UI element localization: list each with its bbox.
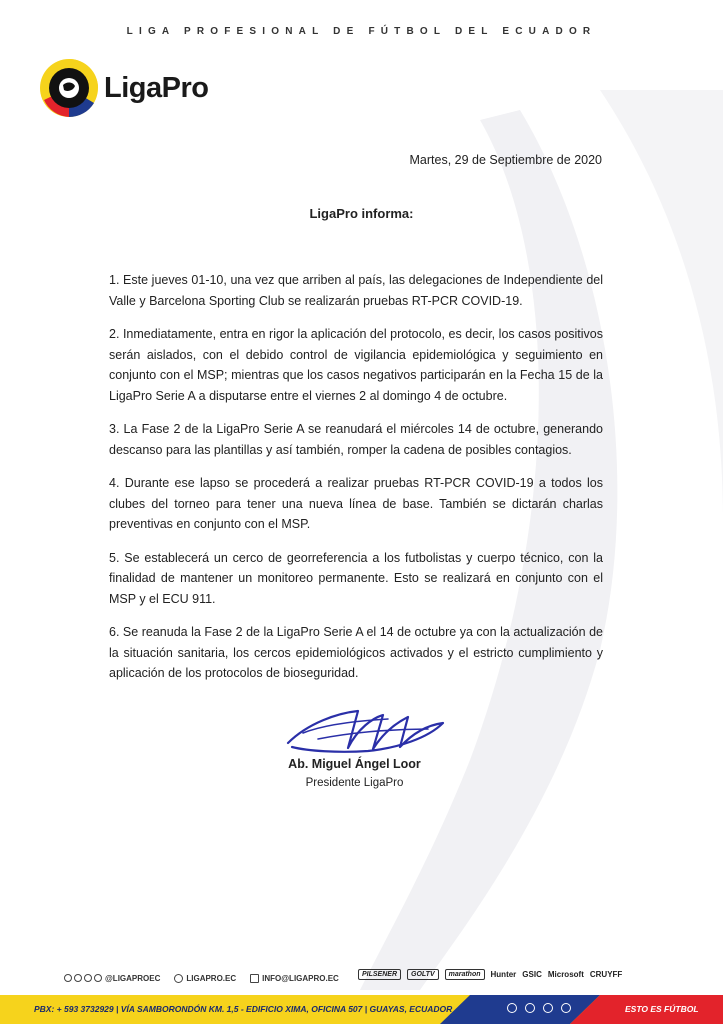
sponsor-logos xyxy=(358,969,622,980)
letter-body xyxy=(109,270,603,697)
organization-header: LIGA PROFESIONAL DE FÚTBOL DEL ECUADOR xyxy=(126,26,597,37)
paragraph-4: 4. Durante ese lapso se procederá a realizar pruebas RT-PCR COVID-19 a todos los clubes del torneo para tener una nueva línea de base. También se dictarán charlas preventivas en conjunto con el MSP. xyxy=(109,476,603,531)
sponsor-microsoft: Microsoft xyxy=(547,970,584,979)
sponsor-marathon: marathon xyxy=(445,969,485,980)
contact-line: PBX: + 593 3732929 | VÍA SAMBORONDÓN KM. 1,5 - EDIFICIO XIMA, OFICINA 507 | GUAYAS, ECUADOR xyxy=(34,1004,453,1014)
youtube-icon xyxy=(94,974,102,982)
slogan: ESTO ES FÚTBOL xyxy=(625,1004,699,1014)
letter-date: Martes, 29 de Septiembre de 2020 xyxy=(409,153,602,167)
logo-wordmark: LigaPro xyxy=(104,72,209,104)
youtube-icon[interactable] xyxy=(561,1003,571,1013)
mail-icon xyxy=(250,974,259,983)
paragraph-3: 3. La Fase 2 de la LigaPro Serie A se reanudará el miércoles 14 de octubre, generando descanso para las plantillas y así también, romper la cadena de posibles contagios. xyxy=(109,422,603,457)
social-handle-text: @LIGAPROEC xyxy=(105,973,161,983)
twitter-icon[interactable] xyxy=(507,1003,517,1013)
sponsor-hunter: Hunter xyxy=(490,970,517,979)
sponsor-gsic: GSIC xyxy=(522,970,542,979)
facebook-icon xyxy=(74,974,82,982)
email-link[interactable] xyxy=(250,974,339,983)
sponsor-pilsener: PILSENER xyxy=(358,969,401,980)
twitter-icon xyxy=(64,974,72,982)
website-text: LIGAPRO.EC xyxy=(186,973,237,983)
instagram-icon[interactable] xyxy=(543,1003,553,1013)
paragraph-5: 5. Se establecerá un cerco de georreferencia a los futbolistas y cuerpo técnico, con la finalidad de mantener un monitoreo permanente. Esto se realizará en conjunto con el MSP y el ECU 911. xyxy=(109,550,603,606)
paragraph-2: 2. Inmediatamente, entra en rigor la aplicación del protocolo, es decir, los casos positivos serán aislados, con el debido control de vigilancia epidemiológica y seguimiento en conjunto con el MSP; mientras que los casos negativos participarán en la Fecha 15 de la LigaPro Serie A a disputarse entre el viernes 2 al domingo 4 de octubre. xyxy=(109,327,603,403)
signature-icon xyxy=(278,703,448,761)
email-text: INFO@LIGAPRO.EC xyxy=(262,973,339,983)
letter-heading: LigaPro informa: xyxy=(309,206,414,221)
sponsor-cruyff: CRUYFF xyxy=(589,970,623,979)
social-icons xyxy=(64,974,102,982)
signer-name: Ab. Miguel Ángel Loor xyxy=(288,757,421,771)
paragraph-1: 1. Este jueves 01-10, una vez que arriben al país, las delegaciones de Independiente del Valle y Barcelona Sporting Club se realizarán pruebas RT-PCR COVID-19. xyxy=(109,273,603,308)
sponsor-goltv: GOLTV xyxy=(407,969,439,980)
globe-icon xyxy=(174,974,183,983)
facebook-icon[interactable] xyxy=(525,1003,535,1013)
website-link[interactable] xyxy=(174,974,236,983)
instagram-icon xyxy=(84,974,92,982)
social-handle[interactable] xyxy=(64,974,160,983)
paragraph-6: 6. Se reanuda la Fase 2 de la LigaPro Serie A el 14 de octubre ya con la actualización de la situación sanitaria, los cercos epidemiológicos activados y el estricto cumplimiento y aplicación de los protocolos de bioseguridad. xyxy=(109,625,603,680)
footer-contacts xyxy=(64,971,339,985)
signer-title: Presidente LigaPro xyxy=(305,777,404,789)
bottom-social-icons xyxy=(507,1003,571,1013)
